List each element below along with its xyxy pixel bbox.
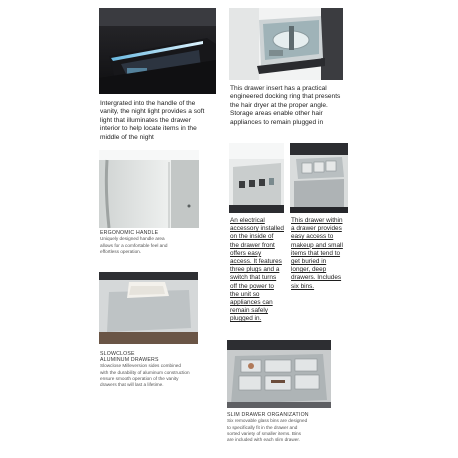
slowclose-photo: [99, 272, 198, 344]
drawer-within-photo: [290, 143, 348, 213]
ergonomic-handle-photo: [99, 150, 199, 228]
night-light-photo: [99, 8, 216, 94]
slowclose-heading-1: SLOWCLOSE: [100, 351, 135, 357]
slowclose-heading-2: ALUMINUM DRAWERS: [100, 357, 159, 364]
night-light-caption: Intergrated into the handle of the vanity, the night light provides a soft light that illuminates the drawer interior to help locate items in the middle of the night: [100, 100, 205, 141]
drawer-insert-caption: This drawer insert has a practical engineered docking ring that presents the hair dryer at the proper angle. Storage areas enable other hair appliances to remain plugged in: [230, 85, 341, 126]
slowclose-caption: SLOWCLOSE ALUMINUM DRAWERS Slowclose Milleversion sides combined with the durability of aluminum construction ensure smooth operation of the vanity drawers that will last a lifetime.: [100, 351, 215, 389]
drawer-within-caption: This drawer within a drawer provides easy access to makeup and small items that tend to get buried in longer, deep drawers. Includes six bins.: [291, 217, 343, 290]
slim-drawer-heading: SLIM DRAWER ORGANIZATION: [227, 412, 309, 418]
slim-drawer-photo: [227, 340, 331, 408]
drawer-insert-photo: [229, 8, 343, 80]
electrical-accessory-photo: [229, 143, 284, 213]
ergonomic-caption: ERGONOMIC HANDLE Uniquely designed handle area allows for a comfortable feel and effortless operation.: [100, 230, 210, 255]
electrical-caption: An electrical accessory installed on the inside of the drawer front offers easy access. It features three plugs and a switch that turns off the power to the unit so appliances can remain safely plugged in.: [230, 217, 284, 323]
slim-drawer-caption: SLIM DRAWER ORGANIZATION Six removable glass bins are designed to specifically fit in the drawer and sorted variety of smaller items. Bins are included with each slim drawer.: [227, 412, 352, 443]
ergonomic-heading: ERGONOMIC HANDLE: [100, 230, 159, 236]
